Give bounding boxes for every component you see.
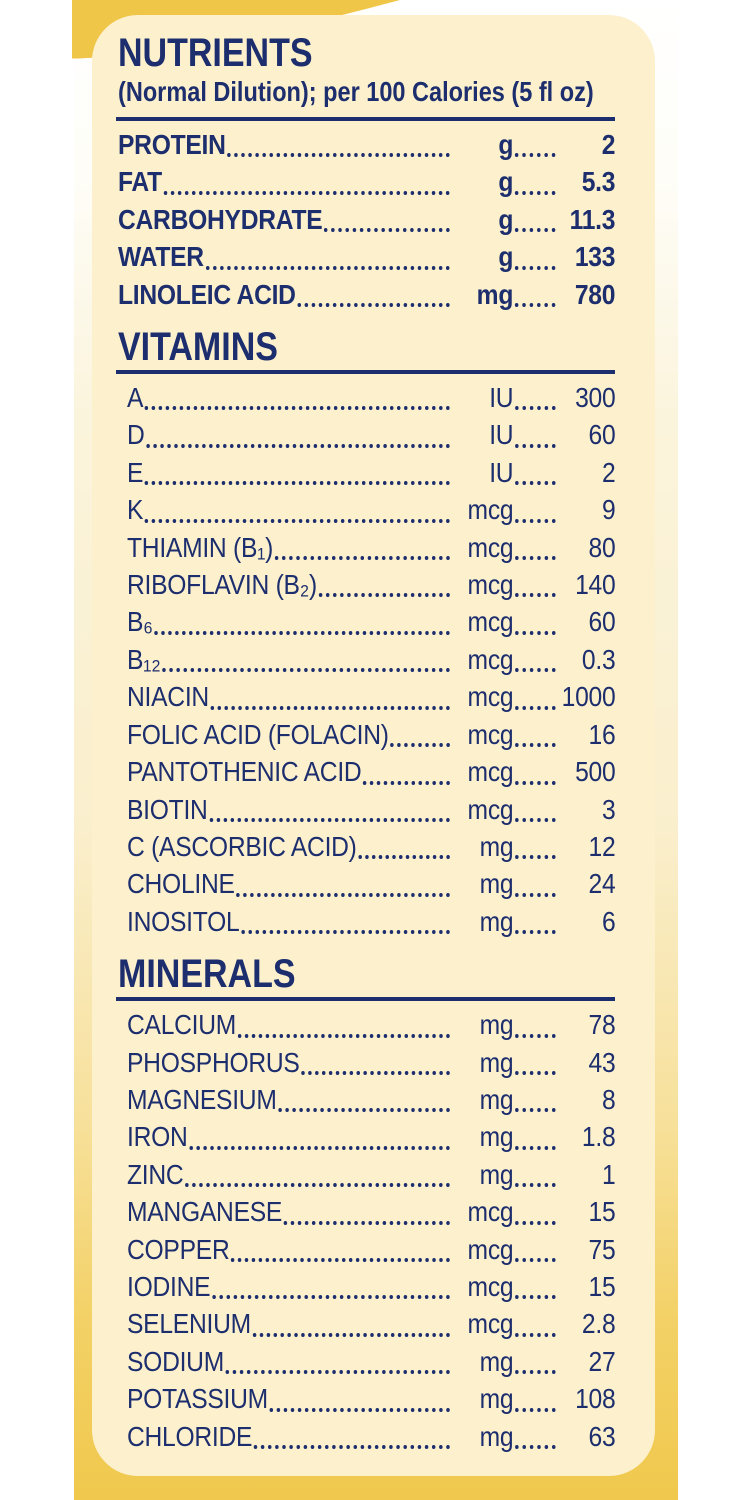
nutrient-value: 78 <box>588 1009 616 1041</box>
nutrient-row <box>127 865 615 902</box>
dot-leader <box>515 743 555 747</box>
nutrient-value: 75 <box>588 1233 616 1265</box>
nutrient-row <box>127 379 615 416</box>
nutrient-name: THIAMIN (B₁) <box>127 531 274 563</box>
nutrient-unit: mcg <box>467 494 514 526</box>
nutrient-name: NIACIN <box>127 681 209 713</box>
nutrient-value: 12 <box>588 830 616 862</box>
dot-leader <box>206 266 450 270</box>
dot-leader <box>515 631 555 635</box>
nutrient-unit: mcg <box>467 1270 514 1302</box>
dot-leader <box>145 481 450 485</box>
nutrient-row <box>127 1231 615 1268</box>
nutrient-row <box>127 1418 615 1455</box>
nutrient-row <box>127 416 615 453</box>
nutrient-name: K <box>127 494 144 526</box>
dot-leader <box>515 406 555 410</box>
dot-leader <box>515 1258 555 1262</box>
nutrient-value: 11.3 <box>569 203 616 235</box>
nutrient-name: E <box>127 456 144 488</box>
nutrient-row <box>127 791 615 828</box>
nutrient-unit: g <box>498 241 514 273</box>
dot-leader <box>515 1221 555 1225</box>
dot-leader <box>358 855 450 859</box>
dot-leader <box>227 153 449 157</box>
nutrient-unit: mcg <box>467 1308 514 1340</box>
nutrient-unit: mcg <box>467 681 514 713</box>
dot-leader <box>226 1370 450 1374</box>
dot-leader <box>515 556 555 560</box>
nutrient-row <box>118 238 615 275</box>
nutrient-unit: mg <box>479 1158 514 1190</box>
nutrient-row <box>127 903 615 940</box>
nutrient-row <box>118 163 615 200</box>
nutrient-row <box>127 828 615 865</box>
nutrient-unit: mcg <box>467 569 514 601</box>
nutrient-unit: mcg <box>467 793 514 825</box>
dot-leader <box>241 930 450 934</box>
dot-leader <box>515 781 555 785</box>
nutrient-name: CARBOHYDRATE <box>118 203 323 235</box>
section-divider <box>116 997 615 1001</box>
dot-leader <box>145 519 450 523</box>
nutrient-name: LINOLEIC ACID <box>118 278 296 310</box>
nutrient-value: 300 <box>575 382 616 414</box>
nutrient-unit: g <box>498 166 514 198</box>
dot-leader <box>515 1370 555 1374</box>
nutrient-value: 140 <box>575 569 616 601</box>
nutrient-value: 3 <box>601 793 616 825</box>
nutrient-unit: mg <box>476 278 514 310</box>
nutrient-name: BIOTIN <box>127 793 208 825</box>
dot-leader <box>515 1445 555 1449</box>
dot-leader <box>189 1146 450 1150</box>
dot-leader <box>515 1295 555 1299</box>
nutrient-name: B₆ <box>127 606 153 638</box>
dot-leader <box>162 668 450 672</box>
nutrient-row <box>127 454 615 491</box>
dot-leader <box>515 266 555 270</box>
section-divider <box>116 117 615 121</box>
dot-leader <box>324 228 450 232</box>
dot-leader <box>231 1258 450 1262</box>
nutrient-value: 2 <box>601 129 616 160</box>
dot-leader <box>515 593 555 597</box>
dot-leader <box>145 406 450 410</box>
vitamins-heading: VITAMINS <box>118 325 278 370</box>
nutrient-name: PROTEIN <box>118 129 226 160</box>
nutrient-row <box>118 201 615 238</box>
nutrient-unit: mg <box>479 1009 514 1041</box>
nutrient-row <box>127 716 615 753</box>
dot-leader <box>515 1333 555 1337</box>
nutrient-value: 1000 <box>561 681 616 713</box>
nutrient-value: 2 <box>601 456 616 488</box>
dot-leader <box>515 1071 555 1075</box>
nutrient-row <box>127 566 615 603</box>
nutrient-unit: mcg <box>467 643 514 675</box>
nutrient-row <box>127 529 615 566</box>
nutrient-value: 63 <box>588 1420 616 1452</box>
dot-leader <box>254 1445 450 1449</box>
nutrient-row <box>127 641 615 678</box>
dot-leader <box>515 893 555 897</box>
nutrient-value: 2.8 <box>581 1308 616 1340</box>
nutrient-value: 5.3 <box>581 166 616 198</box>
dot-leader <box>164 191 450 195</box>
nutrient-row <box>118 276 615 313</box>
dot-leader <box>515 481 555 485</box>
nutrient-name: PANTOTHENIC ACID <box>127 756 362 788</box>
dot-leader <box>515 1183 555 1187</box>
nutrient-value: 9 <box>601 494 616 526</box>
nutrient-row <box>127 491 615 528</box>
nutrient-unit: IU <box>489 382 514 414</box>
dot-leader <box>185 1183 450 1187</box>
nutrient-unit: mcg <box>467 756 514 788</box>
dot-leader <box>363 781 450 785</box>
dot-leader <box>284 1221 450 1225</box>
nutrient-value: 80 <box>588 531 616 563</box>
nutrient-value: 1.8 <box>581 1121 616 1153</box>
nutrient-row <box>127 1044 615 1081</box>
dot-leader <box>515 1146 555 1150</box>
dot-leader <box>515 1408 555 1412</box>
dot-leader <box>209 818 450 822</box>
nutrient-unit: mg <box>479 1121 514 1153</box>
nutrient-row <box>127 678 615 715</box>
nutrient-row <box>127 1156 615 1193</box>
nutrient-row <box>127 1268 615 1305</box>
nutrient-unit: g <box>498 203 514 235</box>
nutrient-unit: mcg <box>467 1233 514 1265</box>
nutrient-row <box>127 1380 615 1417</box>
vitamins-rows <box>116 379 615 940</box>
nutrient-unit: mg <box>479 905 514 937</box>
nutrient-row <box>127 603 615 640</box>
nutrient-unit: mcg <box>467 606 514 638</box>
dot-leader <box>146 444 450 448</box>
dot-leader <box>212 1295 450 1299</box>
nutrient-name: INOSITOL <box>127 905 240 937</box>
dot-leader <box>270 1408 450 1412</box>
panel-title: NUTRIENTS <box>118 31 313 75</box>
panel-subtitle: (Normal Dilution); per 100 Calories (5 fl oz) <box>118 76 594 107</box>
nutrient-unit: mg <box>479 1383 514 1415</box>
nutrient-row <box>118 126 615 163</box>
nutrient-name: B₁₂ <box>127 643 161 675</box>
dot-leader <box>155 631 450 635</box>
dot-leader <box>297 303 449 307</box>
nutrient-unit: mcg <box>467 1196 514 1228</box>
nutrient-name: CHLORIDE <box>127 1420 253 1452</box>
dot-leader <box>515 191 555 195</box>
nutrient-row <box>127 1193 615 1230</box>
nutrient-value: 15 <box>588 1196 616 1228</box>
nutrients-panel <box>92 15 655 1476</box>
minerals-heading: MINERALS <box>118 952 296 997</box>
nutrient-name: ZINC <box>127 1158 184 1190</box>
dot-leader <box>319 593 450 597</box>
nutrient-value: 16 <box>588 718 616 750</box>
nutrient-name: RIBOFLAVIN (B₂) <box>127 569 317 601</box>
dot-leader <box>278 1108 450 1112</box>
nutrient-name: D <box>127 419 145 451</box>
minerals-rows <box>116 1006 615 1455</box>
nutrient-row <box>127 1006 615 1043</box>
dot-leader <box>515 818 555 822</box>
nutrient-row <box>127 1118 615 1155</box>
nutrient-unit: mg <box>479 1046 514 1078</box>
nutrient-name: FAT <box>118 166 162 198</box>
section-divider <box>116 370 615 374</box>
nutrient-row <box>127 1305 615 1342</box>
nutrient-name: IRON <box>127 1121 188 1153</box>
dot-leader <box>515 1108 555 1112</box>
nutrient-unit: mg <box>479 1420 514 1452</box>
nutrient-value: 8 <box>601 1083 616 1115</box>
nutrient-value: 60 <box>588 419 616 451</box>
nutrient-value: 27 <box>588 1345 616 1377</box>
nutrient-value: 24 <box>588 868 616 900</box>
nutrient-value: 133 <box>574 241 616 273</box>
nutrient-name: COPPER <box>127 1233 230 1265</box>
dot-leader <box>515 153 555 157</box>
dot-leader <box>301 1071 450 1075</box>
dot-leader <box>515 706 555 710</box>
nutrient-name: C (ASCORBIC ACID) <box>127 830 357 862</box>
nutrient-unit: mg <box>479 1083 514 1115</box>
dot-leader <box>515 855 555 859</box>
dot-leader <box>515 444 555 448</box>
dot-leader <box>515 519 555 523</box>
nutrient-unit: mg <box>479 830 514 862</box>
dot-leader <box>211 706 450 710</box>
nutrient-name: SELENIUM <box>127 1308 251 1340</box>
dot-leader <box>253 1333 450 1337</box>
nutrient-name: A <box>127 382 144 414</box>
nutrient-name: FOLIC ACID (FOLACIN) <box>127 718 389 750</box>
dot-leader <box>238 1034 450 1038</box>
nutrient-unit: IU <box>489 456 514 488</box>
nutrient-value: 108 <box>575 1383 616 1415</box>
nutrient-name: MANGANESE <box>127 1196 283 1228</box>
nutrient-name: WATER <box>118 241 204 273</box>
nutrient-row <box>127 753 615 790</box>
dot-leader <box>236 893 450 897</box>
dot-leader <box>515 668 555 672</box>
dot-leader <box>390 743 450 747</box>
nutrient-value: 500 <box>575 756 616 788</box>
nutrient-unit: mg <box>479 868 514 900</box>
nutrient-value: 43 <box>588 1046 616 1078</box>
nutrient-unit: mcg <box>467 531 514 563</box>
nutrient-row <box>127 1081 615 1118</box>
nutrient-name: MAGNESIUM <box>127 1083 277 1115</box>
nutrient-row <box>127 1343 615 1380</box>
dot-leader <box>515 228 555 232</box>
nutrient-unit: IU <box>489 419 514 451</box>
nutrient-unit: g <box>498 129 514 160</box>
nutrient-value: 60 <box>588 606 616 638</box>
nutrient-value: 1 <box>601 1158 616 1190</box>
dot-leader <box>515 1034 555 1038</box>
dot-leader <box>515 930 555 934</box>
nutrient-name: CALCIUM <box>127 1009 237 1041</box>
nutrient-unit: mcg <box>467 718 514 750</box>
dot-leader <box>515 303 555 307</box>
nutrient-value: 780 <box>574 278 616 310</box>
nutrient-name: CHOLINE <box>127 868 235 900</box>
nutrient-value: 0.3 <box>581 643 616 675</box>
dot-leader <box>275 556 450 560</box>
nutrient-value: 6 <box>601 905 616 937</box>
nutrient-name: POTASSIUM <box>127 1383 268 1415</box>
nutrient-name: IODINE <box>127 1270 211 1302</box>
nutrient-unit: mg <box>479 1345 514 1377</box>
nutrient-name: SODIUM <box>127 1345 224 1377</box>
nutrients-rows <box>116 126 615 313</box>
nutrient-name: PHOSPHORUS <box>127 1046 300 1078</box>
nutrient-value: 15 <box>588 1270 616 1302</box>
